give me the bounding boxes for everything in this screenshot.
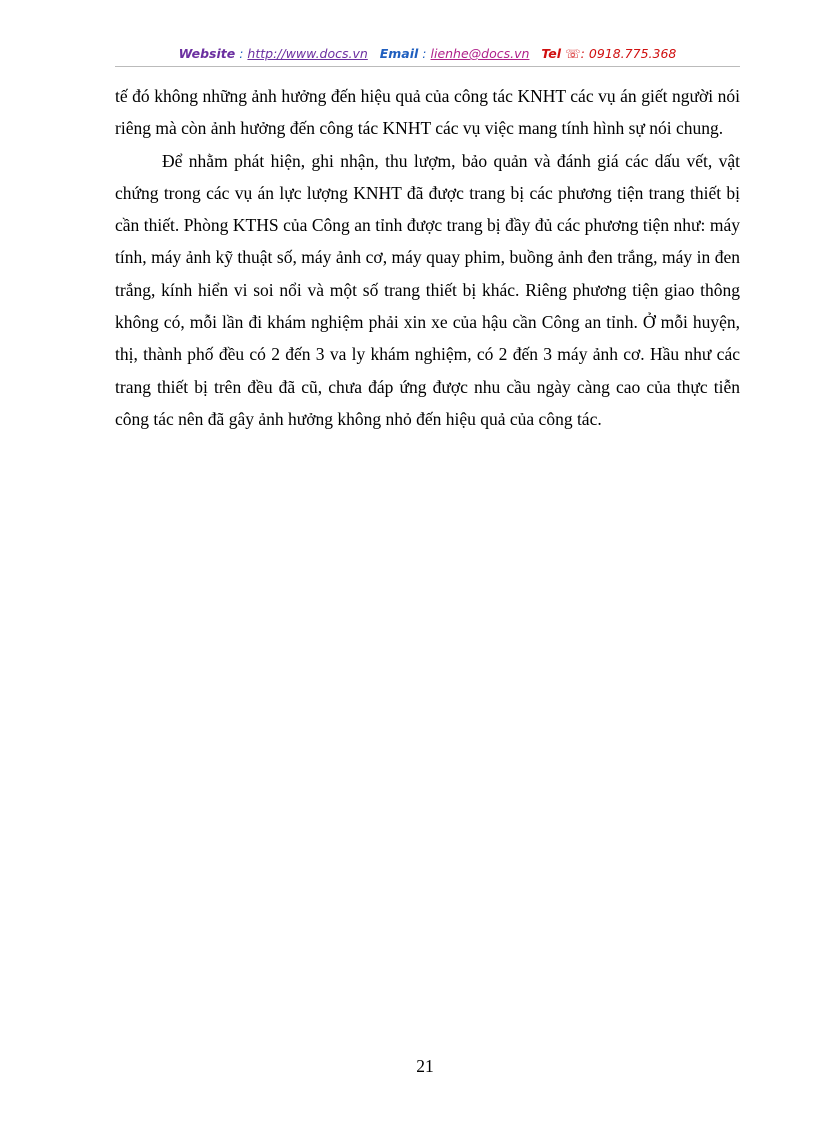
website-label: Website bbox=[178, 46, 236, 61]
tel-number: 0918.775.368 bbox=[588, 46, 677, 61]
tel-label: Tel bbox=[541, 46, 562, 61]
email-label: Email bbox=[379, 46, 419, 61]
tel-separator: : bbox=[580, 46, 585, 61]
website-separator: : bbox=[239, 46, 244, 61]
paragraph: Để nhằm phát hiện, ghi nhận, thu lượm, bảo quản và đánh giá các dấu vết, vật chứng trong các vụ án lực lượng KNHT đã được trang bị các phương tiện trang thiết bị cần thiết. Phòng KTHS của Công an tỉnh được trang bị đầy đủ các phương tiện như: máy tính, máy ảnh kỹ thuật số, máy ảnh cơ, máy quay phim, buồng ảnh đen trắng, máy in đen trắng, kính hiển vi soi nổi và một số trang thiết bị khác. Riêng phương tiện giao thông không có, mỗi lần đi khám nghiệm phải xin xe của hậu cần Công an tỉnh. Ở mỗi huyện, thị, thành phố đều có 2 đến 3 va ly khám nghiệm, có 2 đến 3 máy ảnh cơ. Hầu như các trang thiết bị trên đều đã cũ, chưa đáp ứng được nhu cầu ngày càng cao của thực tiễn công tác nên đã gây ảnh hưởng không nhỏ đến hiệu quả của công tác. bbox=[115, 150, 740, 429]
email-separator: : bbox=[422, 46, 427, 61]
phone-icon: ☏ bbox=[565, 46, 581, 61]
header-divider bbox=[115, 66, 740, 67]
website-link[interactable]: http://www.docs.vn bbox=[247, 46, 368, 61]
paragraph: tế đó không những ảnh hưởng đến hiệu quả của công tác KNHT các vụ án giết người nói riêng mà còn ảnh hưởng đến công tác KNHT các vụ việc mang tính hình sự nói chung. bbox=[115, 86, 740, 139]
email-link[interactable]: lienhe@docs.vn bbox=[430, 46, 530, 61]
page-body bbox=[115, 80, 740, 435]
page-header bbox=[115, 44, 740, 64]
page-number: 21 bbox=[416, 1056, 434, 1076]
